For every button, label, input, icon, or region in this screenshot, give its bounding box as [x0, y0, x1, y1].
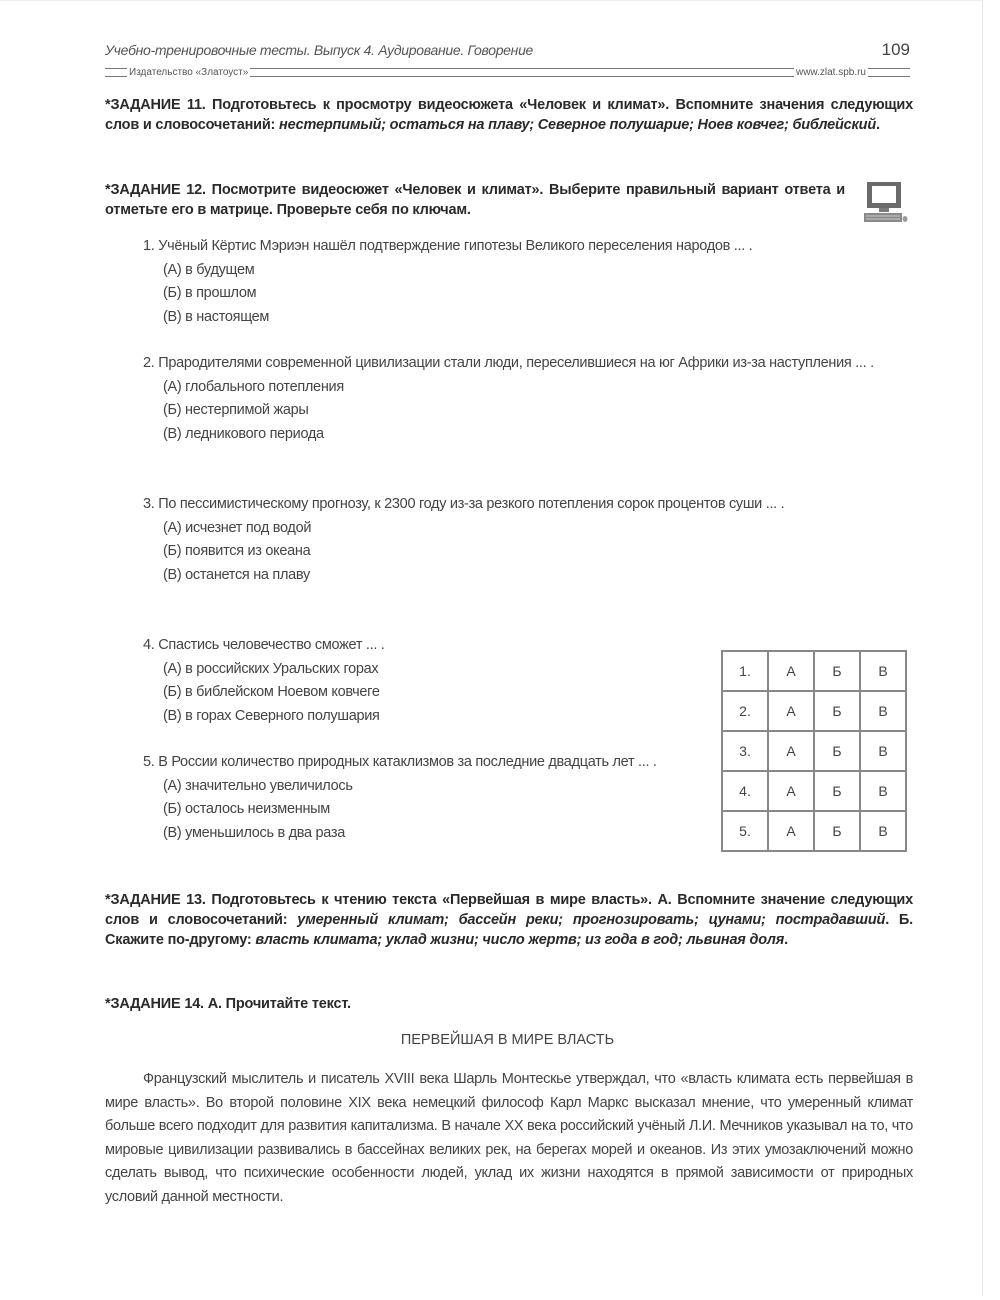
- question-2: [105, 352, 913, 446]
- matrix-cell-a[interactable]: А: [768, 811, 814, 851]
- answer-option: (В) ледникового периода: [163, 425, 324, 442]
- task-text: Подготовьтесь к просмотру видеосюжета «Человек и климат». Вспомните значения следующих слов и словосочетаний:: [105, 97, 913, 133]
- answer-option: (Б) в прошлом: [163, 285, 257, 301]
- task-text: Подготовьтесь к чтению текста «Первейшая в мире власть». А. Вспомните значение следующих слов и словосочетаний:: [105, 892, 914, 928]
- question-stem: 3. По пессимистическому прогнозу, к 2300 году из-за резкого потепления сорок процентов суши ... .: [143, 496, 785, 512]
- reading-paragraph: Французский мыслитель и писатель XVIII века Шарль Монтескье утверждал, что «власть климата есть первейшая в мире власть». Во второй половине XIX века немецкий философ Карл Маркс высказал мнение, что умеренный климат больше всего подходит для развития капитализма. В начале XX века российский учёный Л.И. Мечников указывал на то, что мировые цивилизации развивались в бассейнах великих рек, на берегах морей и океанов. Из этих умозаключений можно сделать вывод, что психические особенности людей, уклад их жизни находятся в прямой зависимости от природных условий данной местности.: [105, 1071, 913, 1205]
- task-11: *ЗАДАНИЕ 11. Подготовьтесь к просмотру видеосюжета «Человек и климат». Вспомните значения следующих слов и словосочетаний: нестерпимый; остаться на плаву; Северное полушарие; Ноев ковчег; библейский.: [105, 97, 913, 133]
- matrix-cell-b[interactable]: Б: [814, 811, 860, 851]
- matrix-cell-v[interactable]: В: [860, 731, 906, 771]
- reading-title: ПЕРВЕЙШАЯ В МИРЕ ВЛАСТЬ: [400, 1032, 615, 1048]
- answer-option: (Б) нестерпимой жары: [163, 402, 309, 418]
- matrix-cell-a[interactable]: А: [768, 771, 814, 811]
- answer-option: (Б) в библейском Ноевом ковчеге: [163, 684, 380, 700]
- question-stem: 1. Учёный Кёртис Мэриэн нашёл подтверждение гипотезы Великого переселения народов ... .: [143, 238, 753, 254]
- publisher-website: www.zlat.spb.ru: [795, 67, 866, 78]
- matrix-row: [722, 771, 906, 811]
- question-4: [105, 634, 705, 728]
- task-14: [105, 994, 913, 1014]
- task-text: А. Прочитайте текст.: [203, 996, 351, 1012]
- task-12: [105, 180, 845, 220]
- answer-option: (В) в настоящем: [163, 308, 270, 325]
- answer-option: (А) в российских Уральских горах: [163, 660, 379, 677]
- answer-option: (Б) появится из океана: [163, 543, 311, 559]
- task-terms: власть климата; уклад жизни; число жертв; из года в год; львиная доля: [255, 932, 785, 948]
- publisher-name: Издательство «Златоуст»: [129, 67, 249, 78]
- matrix-row: [722, 691, 906, 731]
- computer-icon: [862, 180, 908, 224]
- question-stem: 5. В России количество природных катаклизмов за последние двадцать лет ... .: [143, 754, 657, 770]
- answer-option: (В) уменьшилось в два раза: [163, 824, 345, 841]
- question-stem: 4. Спастись человечество сможет ... .: [143, 637, 385, 653]
- task-label: *ЗАДАНИЕ 14.: [105, 996, 204, 1012]
- matrix-row-number: 1.: [722, 651, 768, 691]
- matrix-row-number: 5.: [722, 811, 768, 851]
- task-text: Посмотрите видеосюжет «Человек и климат». Выберите правильный вариант ответа и отметьте его в матрице. Проверьте себя по ключам.: [105, 182, 846, 218]
- answer-matrix: [721, 650, 907, 852]
- matrix-cell-b[interactable]: Б: [814, 771, 860, 811]
- task-label: *ЗАДАНИЕ 13.: [105, 892, 206, 908]
- matrix-row: [722, 811, 906, 851]
- matrix-cell-v[interactable]: В: [860, 771, 906, 811]
- answer-option: (В) в горах Северного полушария: [163, 707, 380, 724]
- task-label: *ЗАДАНИЕ 12.: [105, 182, 206, 198]
- question-5: [105, 751, 705, 845]
- answer-option: (А) глобального потепления: [163, 378, 344, 395]
- question-3: [105, 493, 913, 587]
- matrix-cell-v[interactable]: В: [860, 811, 906, 851]
- task-13: *ЗАДАНИЕ 13. Подготовьтесь к чтению текста «Первейшая в мире власть». А. Вспомните значение следующих слов и словосочетаний: умеренный климат; бассейн реки; прогнозировать; цунами; пострадавший. Б. Скажите по-другому: власть климата; уклад жизни; число жертв; из года в год; львиная доля.: [105, 892, 914, 948]
- matrix-cell-a[interactable]: А: [768, 691, 814, 731]
- answer-option: (В) останется на плаву: [163, 566, 310, 583]
- book-title: Учебно-тренировочные тесты. Выпуск 4. Аудирование. Говорение: [105, 42, 534, 58]
- question-stem: 2. Прародителями современной цивилизации стали люди, переселившиеся на юг Африки из-за наступления ... .: [143, 355, 874, 371]
- answer-option: (А) исчезнет под водой: [163, 519, 312, 536]
- matrix-cell-v[interactable]: В: [860, 691, 906, 731]
- matrix-cell-b[interactable]: Б: [814, 731, 860, 771]
- task-label: *ЗАДАНИЕ 11.: [105, 97, 206, 113]
- matrix-row-number: 4.: [722, 771, 768, 811]
- answer-option: (А) значительно увеличилось: [163, 777, 353, 794]
- question-1: [105, 235, 913, 329]
- task-terms: нестерпимый; остаться на плаву; Северное полушарие; Ноев ковчег; библейский: [279, 117, 876, 133]
- page-number: 109: [881, 40, 910, 59]
- matrix-row-number: 3.: [722, 731, 768, 771]
- matrix-cell-v[interactable]: В: [860, 651, 906, 691]
- matrix-row: [722, 651, 906, 691]
- matrix-cell-a[interactable]: А: [768, 651, 814, 691]
- matrix-cell-b[interactable]: Б: [814, 651, 860, 691]
- header-rule: [105, 67, 910, 79]
- matrix-cell-b[interactable]: Б: [814, 691, 860, 731]
- running-header: [105, 42, 910, 60]
- matrix-cell-a[interactable]: А: [768, 731, 814, 771]
- answer-option: (А) в будущем: [163, 261, 255, 278]
- matrix-row: [722, 731, 906, 771]
- matrix-row-number: 2.: [722, 691, 768, 731]
- answer-option: (Б) осталось неизменным: [163, 801, 330, 817]
- task-terms: умеренный климат; бассейн реки; прогнозировать; цунами; пострадавший: [297, 912, 886, 928]
